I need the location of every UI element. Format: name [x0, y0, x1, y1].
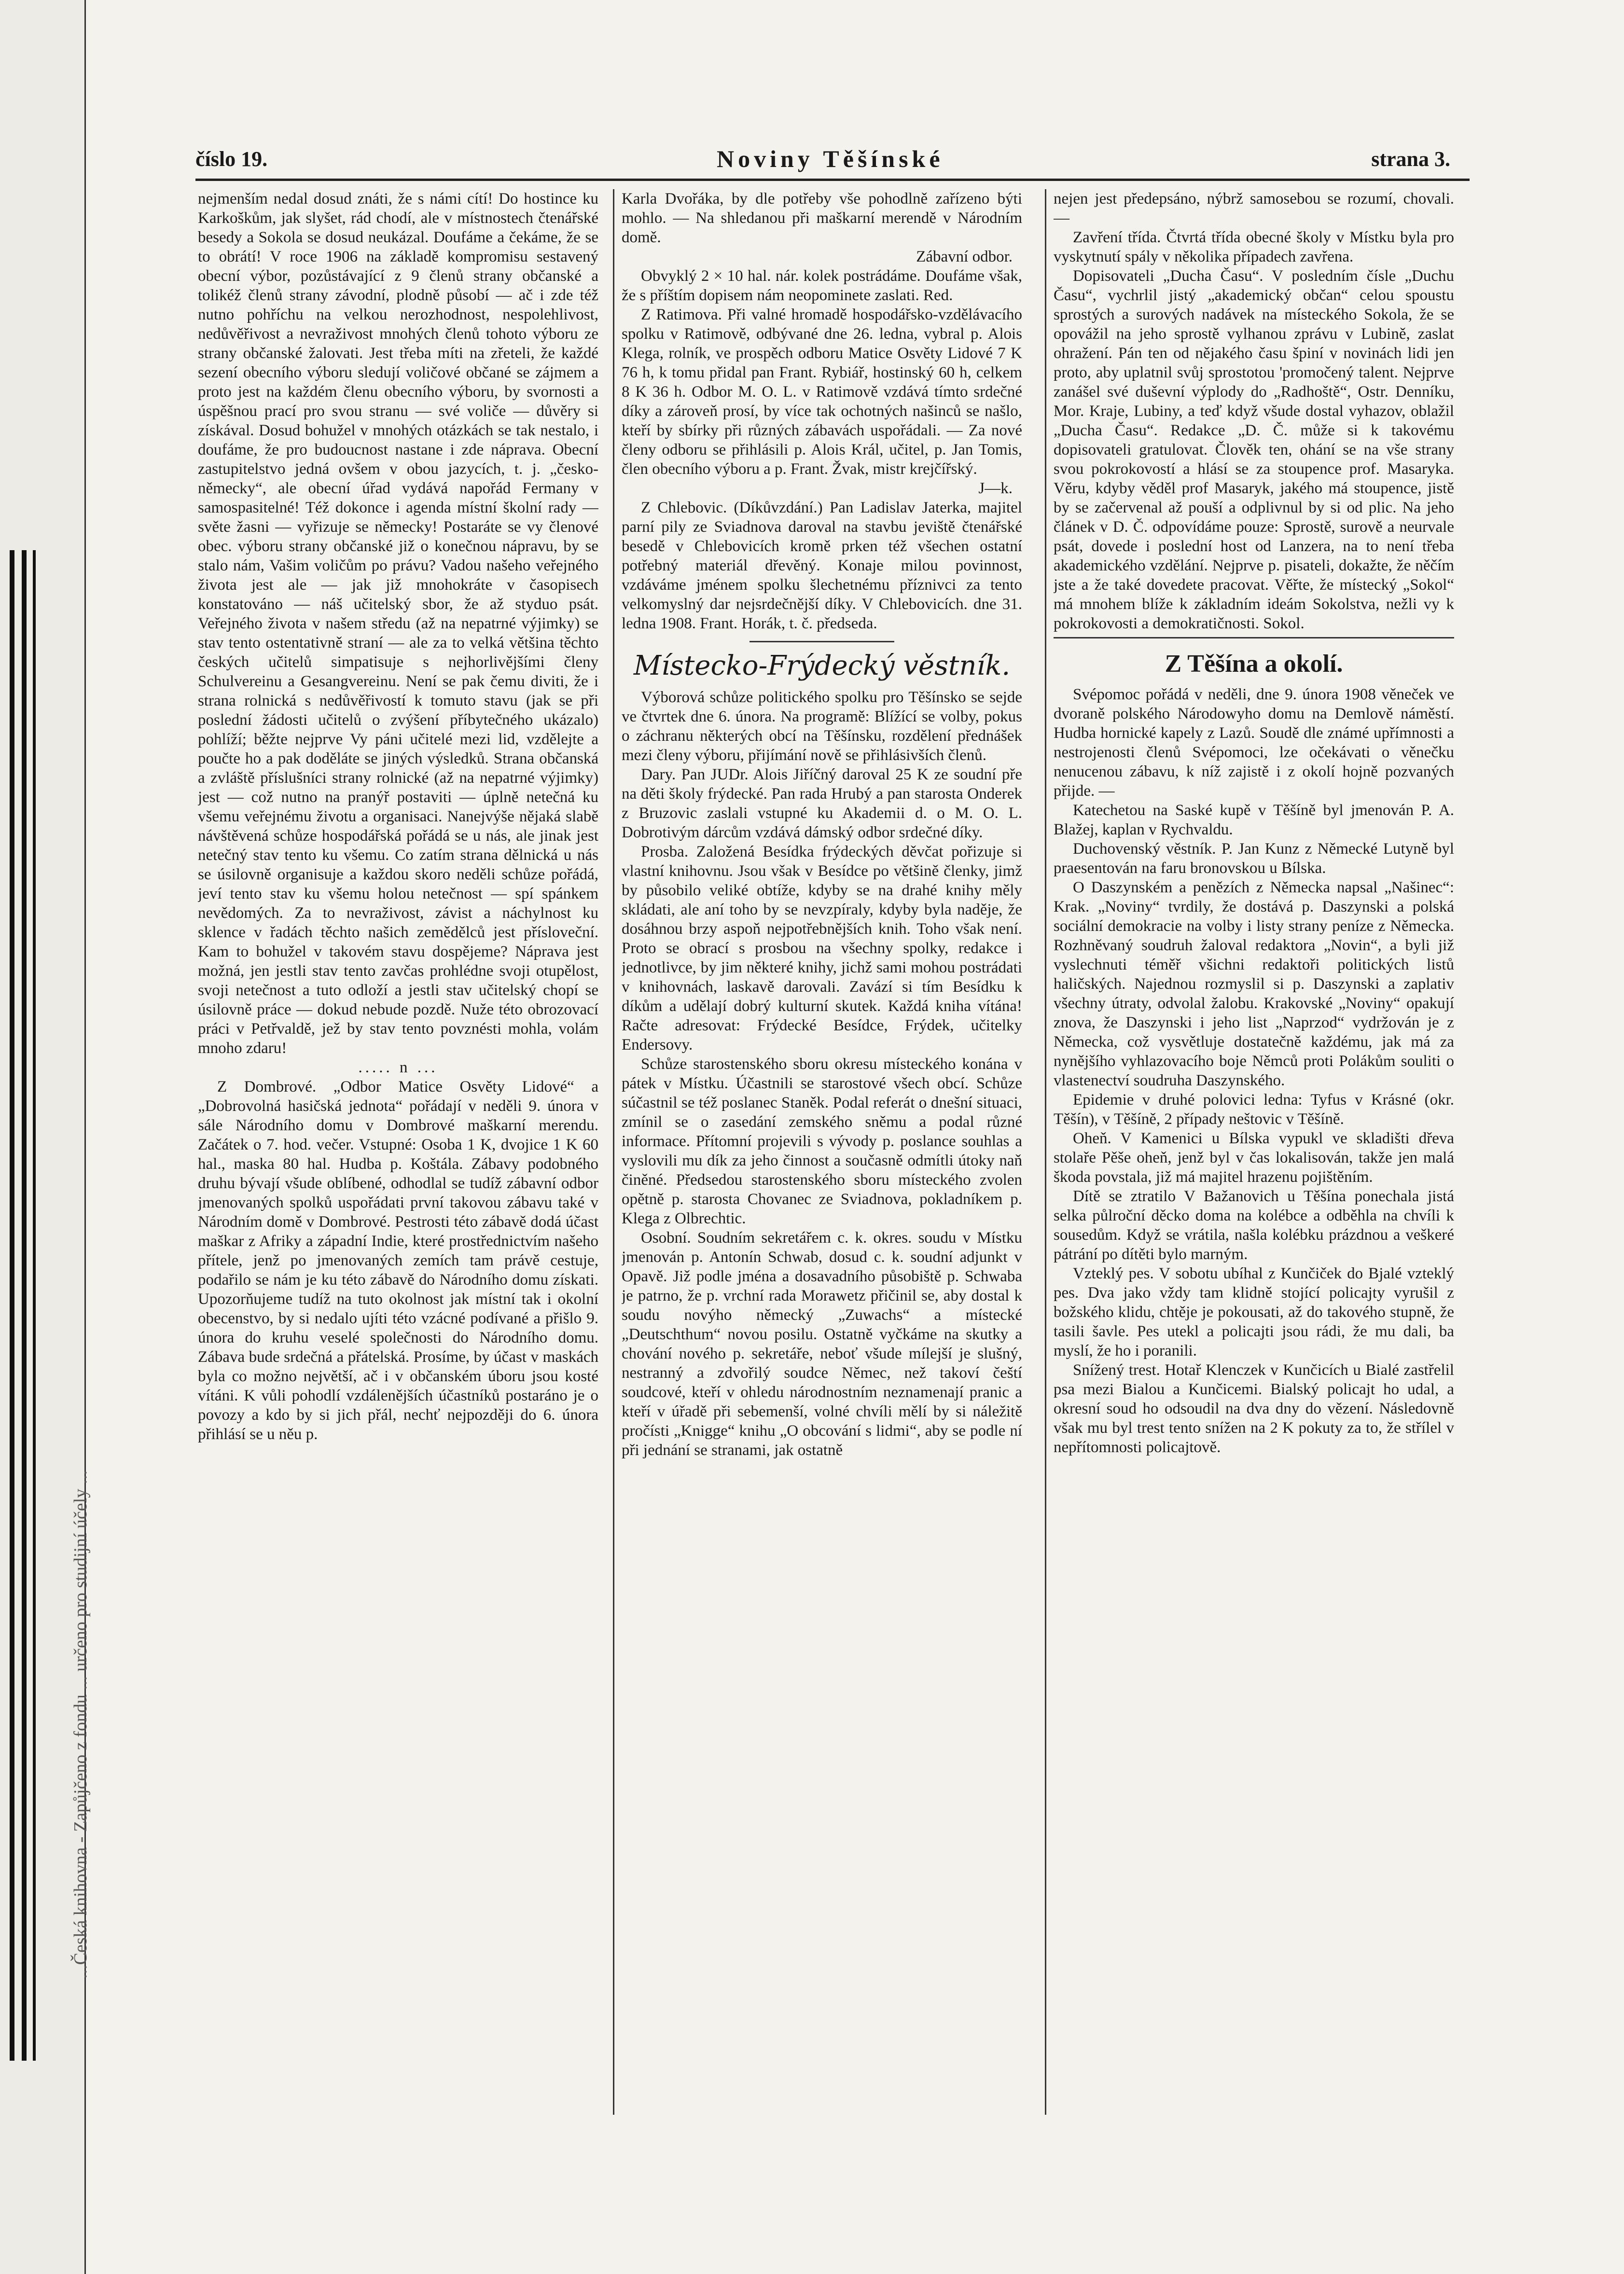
article-dopisovateli: Dopisovateli „Ducha Času“. V posledním čísle „Duchu Času“, vychrlil jistý „akademický občan“ celou spoustu sprostých a surových nadávek na místeckého Sokola, že se opovážil na jeho sprostě vylhanou zprávu v Lubině, zaslat ohražení. Pán ten od nějakého času špiní v novinách lidi jen proto, aby uplatnil svůj sprostotou 'promočený talent. Nejprve zanášel své duševní výplody do „Radhoště“, Ostr. Denníku, Mor. Kraje, Lubiny, a teď když všude dostal vyhazov, oblažil „Ducha Času“. Redakce „D. Č. může si k takovému dopisovateli gratulovat. Člověk ten, ohání se na vše strany svou pokrokovostí a hlásí se za stoupence prof. Masaryka. Věru, kdyby věděl prof Masaryk, jakého má stoupence, jistě by se začervenal až pouší a odplivnul by si od plic. Na jeho článek v D. Č. odpovídáme pouze: Sprostě, surově a neurvale psát, dovede i poslední host od Lanzera, na to není třeba akademického vzdělání. Nejprve p. pisateli, dokažte, že něčím jste a že také dovedete pracovat. Věřte, že místecký „Sokol“ má mnohem blíže k základním ideám Sokolstva, nežli vy k pokrokovosti a demokratičnosti. Sokol. — [1054, 267, 1454, 632]
article-vzteklý-pes: Vzteklý pes. V sobotu ubíhal z Kunčiček do Bjalé vzteklý pes. Dva jako vždy tam klidně stojící policajty vyrušil z božského klidu, chtěje je pokousati, až do takového stupně, že tasili šavle. Pes utekl a policajti jsou rádi, že mu dali, ba myslí, že ho i poranili. — [1054, 1265, 1454, 1359]
page-header — [195, 144, 1470, 178]
article-svepomoc: Svépomoc pořádá v neděli, dne 9. února 1908 věneček ve dvoraně polského Národowyho domu na Demlově náměstí. Hudba hornické kapely z Lazů. Soudě dle známé upřímnosti a nestrojenosti členů Svépomoci, lze očekávati o věnečku nenucenou zábavu, k níž zajistě i z okolí hojně pozvaných přijde. — — [1054, 686, 1454, 800]
header-rule — [195, 179, 1470, 181]
article-starostensky-sbor: Schůze starostenského sboru okresu místeckého konána v pátek v Místku. Účastnili se starostové všech obcí. Schůze súčastnil se též poslanec Staněk. Podal referát o dnešní situaci, zmínil se o zasedání zemského sněmu a podal různé informace. Přítomní projevili s vývody p. poslance souhlas a vyslovili mu dík za jeho činnost a současně odmítli útoky naň činěné. Předsedou starostenského sboru místeckého zvolen opětně p. starosta Chovanec ze Sviadnova, pokladníkem p. Klega z Olbrechtic. — [622, 1055, 1022, 1227]
column-2 — [622, 189, 1022, 2120]
article-epidemie: Epidemie v druhé polovici ledna: Tyfus v Krásné (okr. Těšín), v Těšíně, 2 případy neštovic v Těšíně. — [1054, 1091, 1454, 1128]
binding-bars — [10, 550, 39, 2061]
article-chlebovice: Z Chlebovic. (Díkůvzdání.) Pan Ladislav Jaterka, majitel parní pily ze Sviadnova daroval na stavbu jeviště čtenářské besedě v Chlebovicích kromě prken též všechen ostatní potřebný materiál dřevěný. Konaje milou povinnost, vzdáváme jménem spolku šlechetnému příznivci za tento velkomyslný dar nejsrdečnější díky. V Chlebovicích. dne 31. ledna 1908. Frant. Horák, t. č. předseda. — [622, 499, 1022, 632]
editorial-note: Obvyklý 2 × 10 hal. nár. kolek postrádáme. Doufáme však, že s příštím dopisem nám neopominete zaslati. Red. — [622, 267, 1022, 304]
article-osobni: Osobní. Soudním sekretářem c. k. okres. soudu v Místku jmenován p. Antonín Schwab, dosud c. k. soudní adjunkt v Opavě. Již podle jména a dosavadního působiště p. Schwaba je patrno, že p. vrchní rada Morawetz přičinil se, aby dostal k soudu novýho německý „Zuwachs“ a místecké „Deutschthum“ novou posilu. Ostatně vyčkáme na skutky a chování nového p. sekretáře, neboť všude mílejší je slušný, nestranný a zdvořilý soudce Němec, než takoví čeští soudcové, kteří v ohledu národnostním neznamenají pranic a kteří v úřadě při sebemenší, volné chvíli mělí by si náležitě pročísti „Knigge“ knihu „O obcování s lidmi“, aby se podle ní při jednání se stranami, jak ostatně — [622, 1229, 1022, 1459]
article-vyborova-schuze: Výborová schůze politického spolku pro Těšínsko se sejde ve čtvrtek dne 6. února. Na programě: Blížící se volby, pokus o záchranu některých obcí na Těšínsku, rozdělení přednášek mezi členy výboru, přijímání nově se přihlásivších členů. — [622, 689, 1022, 764]
section-rule — [1054, 637, 1454, 638]
article-dite: Dítě se ztratilo V Bažanovich u Těšína ponechala jistá selka půlroční děcko doma na kolébce a odběhla na chvíli k sousedům. Když se vrátila, našla kolébku prázdnou a veškeré pátrání po dítěti bylo marným. — [1054, 1188, 1454, 1263]
article-signature: ..... n ... — [358, 1059, 438, 1076]
article-dombrova: Z Dombrové. „Odbor Matice Osvěty Lidové“ a „Dobrovolná hasičská jednota“ pořádají v neděli 9. února v sále Národního domu v Dombrové maškarní merendu. Začátek o 7. hod. večer. Vstupné: Osoba 1 K, dvojice 1 K 60 hal., maska 80 hal. Hudba p. Koštála. Zábavy podobného druhu bývají všude oblíbené, odhodlal se tudíž zábavní odbor jmenovaných spolků uspořádati první takovou zábavu také v Národním domě v Dombrové. Pestrosti této zábavě dodá účast maškar z Afriky a západní Indie, které prostřednictvím našeho přítele, jenž po jmenovaných zemích tam právě cestuje, podařilo se nám je ku této zábavě do Národního domu získati. Upozorňujeme tudíž na tuto okolnost jak místní tak i okolní obecenstvo, by si nedalo ujíti této vzácné podívané a přišlo 9. února do kruhu veselé společnosti do Národního domu. Zábava bude srdečná a přátelská. Prosíme, by účast v maskách byla co možno největší, ač i v občanském úboru jsou kosté vítáni. K vůli pohodlí vzdálenějších účastníků postaráno je o povozy a kdo by si jich přál, nechť nejpozději do 6. února přihlásí se u něu p. — [198, 1078, 598, 1443]
column-3 — [1054, 189, 1454, 2120]
column-separator — [613, 189, 614, 2115]
newspaper-title: Noviny Těšínské — [717, 145, 944, 172]
page-number: strana 3. — [1371, 147, 1450, 171]
article-signature: J—k. — [978, 480, 1013, 497]
article-snizeny-trest: Snížený trest. Hotař Klenczek v Kunčicích u Bialé zastřelil psa mezi Bialou a Kunčicemi. Bialský policajt ho udal, a okresní soud ho odsoudil na dva dny do vězení. Následovně však mu byl trest tento snížen na 2 K pokuty za to, že střílel v nepřítomnosti policajtově. — [1054, 1361, 1454, 1456]
article-osobni-cont: nejen jest předepsáno, nýbrž samosebou se rozumí, chovali. — — [1054, 190, 1454, 227]
article-ohen: Oheň. V Kamenici u Bílska vypukl ve skladišti dřeva stolaře Pěše oheň, jenž byl v čas lokalisován, takže jen malá škoda povstala, již má majitel hrazenu pojištěním. — [1054, 1130, 1454, 1186]
section-rule — [750, 641, 894, 642]
article-prosba: Prosba. Založená Besídka frýdeckých děvčat pořizuje si vlastní knihovnu. Jsou však v Besídce po většině členky, jimž by působilo veliké obtíže, kdyby se na drahé knihy měly skládati, ale aní toho by se nevzpíraly, kdyby byla naděje, že dosáhnou brzy aspoň nejpotřebnějších knih. Toho však není. Proto se obrací s prosbou na všechny spolky, redakce i jednotlivce, by jim některé knihy, jichž sami mohou postrádati v knihovnách, laskavě darovali. Zavází si tím Besídku k díkům a udělají dobrý kulturní skutek. Každá kniha vítána! Račte adresovat: Frýdecké Besídce, Frýdek, učitelky Endersovy. — [622, 843, 1022, 1054]
section-heading: Místecko-Frýdecký věstník. — [633, 650, 1011, 681]
article-katecheta: Katechetou na Saské kupě v Těšíně byl jmenován P. A. Blažej, kaplan v Rychvaldu. — [1054, 802, 1454, 838]
issue-number: číslo 19. — [195, 147, 268, 171]
article-dombrova-cont: Karla Dvořáka, by dle potřeby vše pohodlně zařízeno býti mohlo. — Na shledanou při maškarní merendě v Národním domě. — [622, 190, 1022, 246]
article-signature: Zábavní odbor. — [916, 248, 1013, 265]
section-heading: Z Těšína a okolí. — [1165, 650, 1343, 678]
margin-text: ...Česká knihovna - Zapůjčeno z fondu ... určeno pro studijní účely ... — [70, 1470, 91, 1979]
article-dary: Dary. Pan JUDr. Alois Jiříčný daroval 25 K ze soudní pře na děti školy frýdecké. Pan rada Hrubý a pan starosta Onderek z Bruzovic zaslali vstupné ku Akademii d. o M. O. L. Dobrotivým dárcům vzdává dámský odbor srdečné díky. — [622, 766, 1022, 841]
article-ratimov: Z Ratimova. Při valné hromadě hospodářsko-vzdělávacího spolku v Ratimově, odbývané dne 26. ledna, vybral p. Alois Klega, rolník, ve prospěch odboru Matice Osvěty Lidové 7 K 76 h, k tomu přidal pan Frant. Rybiář, hostinský 60 h, celkem 8 K 36 h. Odbor M. O. L. v Ratimově vzdává tímto srdečné díky a zároveň prosí, by více tak ochotných našinců se našlo, kteří by sbírky při různých zábavách uspořádali. — Za nové členy odboru se přihlásili p. Alois Král, učitel, p. Jan Tomis, člen obecního výboru a p. Frant. Žvak, mistr krejčířský. — [622, 306, 1022, 478]
article-petrvald: nejmenším nedal dosud znáti, že s námi cítí! Do hostince ku Karkoškům, jak slyšet, rád chodí, ale v místnostech čtenářské besedy a Sokola se dosud neukázal. Doufáme a čekáme, že se to obrátí! V roce 1906 na základě kompromisu sestavený obecní výbor, pozůstávající z 9 členů strany občanské a tolikéž členů strany závodní, plodně působí — ač i zde též nutno pohříchu na velkou nerozhodnost, nespolehlivost, nedůvěřivost a nevraživost mnohých členů tohoto výboru ze strany občanské žalovati. Jest třeba míti na zřeteli, že každé sezení obecního výboru sledují voličové občané se zájmem a proto jest na každém členu obecního výboru, by svornosti a úspěšnou prací pro svou stranu — své voliče — důvěry si získával. Dosud bohužel v mnohých otázkách se tak nestalo, i doufáme, že pro budoucnost nastane i zde náprava. Obecní zastupitelstvo jedná ovšem v obou jazycích, t. j. „česko-německy“, ale obecní úřad vydává napořád Fermany v samospasitelné! Též dokonce i agenda místní školní rady — světe žasni — vyřizuje se německy! Postaráte se vy členové obec. výboru strany občanské již o konečnou nápravu, by se stalo nám, Vašim voličům po právu? Vadou našeho veřejného života jest ale — jak již mnohokráte v časopisech konstatováno — náš učitelský sbor, že až styduo psát. Veřejného života v našem středu (až na nepatrné výjimky) se stav tento ostentativně straní — ale za to velká většina těchto českých učitelů simpatisuje s nejhorlivějšími členy Schulvereinu a Gesangvereinu. Není se pak čemu diviti, že i strana rolnická s nedůvěřivostí k tomuto stavu (jak se při poslední žádosti učitelů o zvýšení příbytečného ukázalo) pohlíží; běžte nejprve Vy páni učitelé mezi lid, vzdělejte a poučte ho a pak doděláte se jiných výsledků. Strana občanská a zvláště příslušníci strany rolnické (až na nepatrné výjimky) jest — což nutno na pranýř postaviti — úplně netečná ku všemu veřejnému životu a organisaci. Nanejvýše nějaká slabě návštěvená schůze hospodářská pořádá se u nás, ale jinak jest netečný stav tento ku všemu. Co zatím strana dělnická u nás se úsilovně organisuje a každou skoro neděli schůze pořádá, jeví tento stav ku všemu holou netečnost — spí spánkem nevědomých. Za to nevraživost, závist a náchylnost ku sklence v řadách těchto našich zemědělců jest přísloveční. Kam to bohužel v takovém stavu dospějeme? Náprava jest možná, jen jestli stav tento zavčas prohlédne svoji otupělost, svoji netečnost a tuto odloží a jestli stav učitelský chopí se úsilovně práce — dokud nebude pozdě. Nuže této obrozovací práci v Petřvaldě, jež by stav tento povznésti mohla, volám mnoho zdaru! — [198, 190, 598, 1057]
column-1 — [198, 189, 598, 2120]
column-separator — [1045, 189, 1046, 2115]
article-zavrena-trida: Zavření třída. Čtvrtá třída obecné školy v Místku byla pro vyskytnutí spály v několika případech zavřena. — [1054, 229, 1454, 265]
article-duchovensky: Duchovenský věstník. P. Jan Kunz z Německé Lutyně byl praesentován na faru bronovskou u Bílska. — [1054, 840, 1454, 877]
article-daszynski: O Daszynském a penězích z Německa napsal „Našinec“: Krak. „Noviny“ tvrdily, že dostává p. Daszynski a polská sociální demokracie na volby i listy strany peníze z Německa. Rozhněvaný soudruh žaloval redaktora „Novin“, a byli již vyslechnuti téměř všichni redaktoři politických listů haličských. Najednou rozmyslil si p. Daszynski a zaplativ všechny útraty, odvolal žalobu. Krakovské „Noviny“ opakují znova, že Daszynski i jeho list „Naprzod“ vydržován je z Německa, což vysvětluje dostatečně každému, jak má za nynějšího vyhlazovacího boje Němců proti Polákům souliti o vlastenectví soudruha Daszynského. — [1054, 879, 1454, 1089]
